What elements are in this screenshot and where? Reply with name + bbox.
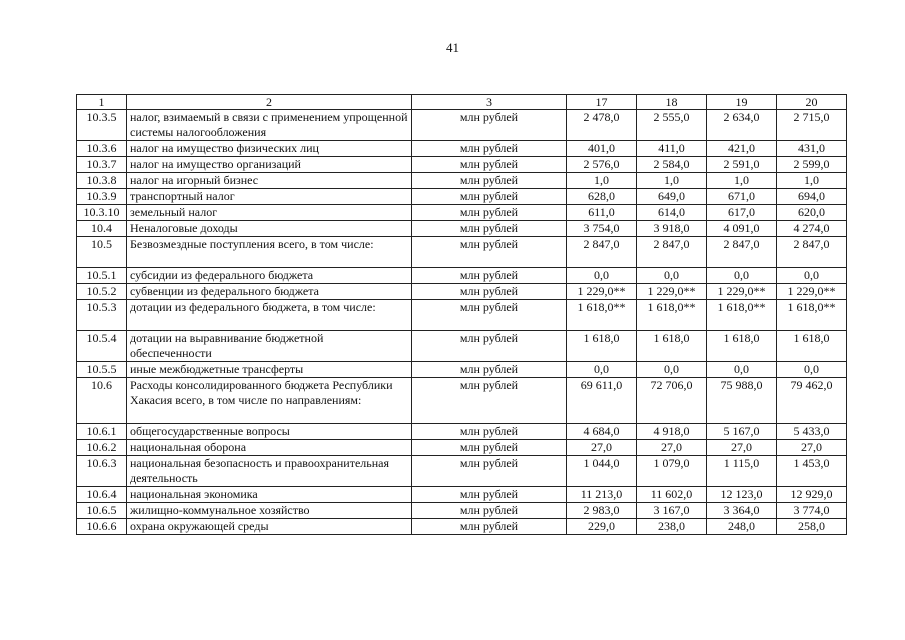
table-row xyxy=(77,268,847,284)
row-code: 10.3.10 xyxy=(77,205,127,221)
row-unit: млн рублей xyxy=(412,362,567,378)
row-name: налог, взимаемый в связи с применением упрощенной системы налогообложения xyxy=(127,110,412,141)
row-value: 2 847,0 xyxy=(707,237,777,268)
row-value: 421,0 xyxy=(707,141,777,157)
row-value: 5 167,0 xyxy=(707,424,777,440)
row-value: 628,0 xyxy=(567,189,637,205)
row-code: 10.3.8 xyxy=(77,173,127,189)
row-name: дотации на выравнивание бюджетной обеспеченности xyxy=(127,331,412,362)
row-value: 1 044,0 xyxy=(567,456,637,487)
row-name: жилищно-коммунальное хозяйство xyxy=(127,503,412,519)
row-value: 611,0 xyxy=(567,205,637,221)
row-value: 1 453,0 xyxy=(777,456,847,487)
row-value: 620,0 xyxy=(777,205,847,221)
row-value: 27,0 xyxy=(777,440,847,456)
row-unit: млн рублей xyxy=(412,424,567,440)
row-value: 2 584,0 xyxy=(637,157,707,173)
row-value: 4 684,0 xyxy=(567,424,637,440)
row-unit: млн рублей xyxy=(412,221,567,237)
row-value: 11 213,0 xyxy=(567,487,637,503)
column-header: 3 xyxy=(412,95,567,110)
row-value: 229,0 xyxy=(567,519,637,535)
row-value: 72 706,0 xyxy=(637,378,707,424)
row-value: 1 618,0** xyxy=(637,300,707,331)
row-name: дотации из федерального бюджета, в том числе: xyxy=(127,300,412,331)
row-code: 10.6.5 xyxy=(77,503,127,519)
row-value: 2 847,0 xyxy=(637,237,707,268)
row-value: 3 364,0 xyxy=(707,503,777,519)
table-row xyxy=(77,487,847,503)
row-value: 0,0 xyxy=(637,362,707,378)
row-name: транспортный налог xyxy=(127,189,412,205)
row-name: иные межбюджетные трансферты xyxy=(127,362,412,378)
row-value: 11 602,0 xyxy=(637,487,707,503)
row-value: 614,0 xyxy=(637,205,707,221)
row-name: налог на имущество организаций xyxy=(127,157,412,173)
row-code: 10.5.1 xyxy=(77,268,127,284)
row-value: 1,0 xyxy=(777,173,847,189)
row-value: 649,0 xyxy=(637,189,707,205)
row-value: 1 618,0** xyxy=(707,300,777,331)
row-code: 10.5.4 xyxy=(77,331,127,362)
row-value: 0,0 xyxy=(777,362,847,378)
row-unit: млн рублей xyxy=(412,331,567,362)
row-value: 69 611,0 xyxy=(567,378,637,424)
row-unit: млн рублей xyxy=(412,237,567,268)
row-name: налог на игорный бизнес xyxy=(127,173,412,189)
table-row xyxy=(77,378,847,424)
budget-table xyxy=(76,94,847,535)
row-value: 1 115,0 xyxy=(707,456,777,487)
column-header: 17 xyxy=(567,95,637,110)
row-unit: млн рублей xyxy=(412,268,567,284)
row-code: 10.5 xyxy=(77,237,127,268)
row-value: 3 754,0 xyxy=(567,221,637,237)
row-value: 1,0 xyxy=(567,173,637,189)
row-value: 2 715,0 xyxy=(777,110,847,141)
row-value: 2 983,0 xyxy=(567,503,637,519)
row-value: 0,0 xyxy=(777,268,847,284)
row-value: 431,0 xyxy=(777,141,847,157)
page-number: 41 xyxy=(446,40,459,55)
row-unit: млн рублей xyxy=(412,487,567,503)
row-code: 10.5.3 xyxy=(77,300,127,331)
row-value: 79 462,0 xyxy=(777,378,847,424)
table-row xyxy=(77,157,847,173)
row-name: национальная оборона xyxy=(127,440,412,456)
row-value: 1 618,0 xyxy=(777,331,847,362)
row-unit: млн рублей xyxy=(412,173,567,189)
row-value: 12 929,0 xyxy=(777,487,847,503)
table-row xyxy=(77,141,847,157)
row-code: 10.3.9 xyxy=(77,189,127,205)
row-value: 0,0 xyxy=(567,268,637,284)
row-name: субвенции из федерального бюджета xyxy=(127,284,412,300)
row-unit: млн рублей xyxy=(412,110,567,141)
row-value: 2 599,0 xyxy=(777,157,847,173)
row-name: налог на имущество физических лиц xyxy=(127,141,412,157)
row-unit: млн рублей xyxy=(412,456,567,487)
row-value: 694,0 xyxy=(777,189,847,205)
row-unit: млн рублей xyxy=(412,378,567,424)
row-value: 2 634,0 xyxy=(707,110,777,141)
table-row xyxy=(77,221,847,237)
row-code: 10.5.5 xyxy=(77,362,127,378)
row-code: 10.3.6 xyxy=(77,141,127,157)
row-value: 0,0 xyxy=(707,268,777,284)
row-unit: млн рублей xyxy=(412,440,567,456)
table-row xyxy=(77,362,847,378)
row-value: 238,0 xyxy=(637,519,707,535)
row-value: 27,0 xyxy=(637,440,707,456)
row-value: 27,0 xyxy=(567,440,637,456)
row-name: общегосударственные вопросы xyxy=(127,424,412,440)
row-value: 3 918,0 xyxy=(637,221,707,237)
row-name: земельный налог xyxy=(127,205,412,221)
row-value: 1,0 xyxy=(637,173,707,189)
table-row xyxy=(77,173,847,189)
row-code: 10.6.3 xyxy=(77,456,127,487)
row-code: 10.6.2 xyxy=(77,440,127,456)
row-code: 10.5.2 xyxy=(77,284,127,300)
row-value: 75 988,0 xyxy=(707,378,777,424)
table-row xyxy=(77,205,847,221)
table-row xyxy=(77,110,847,141)
row-value: 1 618,0 xyxy=(707,331,777,362)
row-value: 671,0 xyxy=(707,189,777,205)
row-value: 0,0 xyxy=(637,268,707,284)
column-header: 19 xyxy=(707,95,777,110)
row-unit: млн рублей xyxy=(412,519,567,535)
row-value: 411,0 xyxy=(637,141,707,157)
column-header: 18 xyxy=(637,95,707,110)
row-code: 10.6 xyxy=(77,378,127,424)
row-unit: млн рублей xyxy=(412,157,567,173)
row-value: 258,0 xyxy=(777,519,847,535)
table-row xyxy=(77,456,847,487)
row-value: 1 229,0** xyxy=(707,284,777,300)
row-name: Безвозмездные поступления всего, в том числе: xyxy=(127,237,412,268)
row-unit: млн рублей xyxy=(412,284,567,300)
row-value: 2 591,0 xyxy=(707,157,777,173)
row-unit: млн рублей xyxy=(412,300,567,331)
row-name: национальная экономика xyxy=(127,487,412,503)
table-row xyxy=(77,503,847,519)
row-value: 2 555,0 xyxy=(637,110,707,141)
row-value: 1 229,0** xyxy=(637,284,707,300)
row-code: 10.3.7 xyxy=(77,157,127,173)
table-row xyxy=(77,331,847,362)
row-name: субсидии из федерального бюджета xyxy=(127,268,412,284)
row-value: 27,0 xyxy=(707,440,777,456)
row-value: 2 478,0 xyxy=(567,110,637,141)
row-value: 617,0 xyxy=(707,205,777,221)
row-value: 12 123,0 xyxy=(707,487,777,503)
row-name: национальная безопасность и правоохранительная деятельность xyxy=(127,456,412,487)
table-row xyxy=(77,189,847,205)
row-value: 5 433,0 xyxy=(777,424,847,440)
row-value: 4 091,0 xyxy=(707,221,777,237)
row-value: 3 774,0 xyxy=(777,503,847,519)
row-value: 1 618,0 xyxy=(637,331,707,362)
row-value: 1 079,0 xyxy=(637,456,707,487)
row-value: 401,0 xyxy=(567,141,637,157)
column-header: 1 xyxy=(77,95,127,110)
row-value: 4 274,0 xyxy=(777,221,847,237)
row-value: 1 229,0** xyxy=(777,284,847,300)
row-value: 248,0 xyxy=(707,519,777,535)
table-row xyxy=(77,440,847,456)
row-name: Неналоговые доходы xyxy=(127,221,412,237)
row-code: 10.6.1 xyxy=(77,424,127,440)
row-value: 2 576,0 xyxy=(567,157,637,173)
column-header: 20 xyxy=(777,95,847,110)
row-value: 2 847,0 xyxy=(567,237,637,268)
row-name: охрана окружающей среды xyxy=(127,519,412,535)
row-value: 0,0 xyxy=(567,362,637,378)
table-header-row xyxy=(77,95,847,110)
table-row xyxy=(77,237,847,268)
table-row xyxy=(77,284,847,300)
row-value: 1 229,0** xyxy=(567,284,637,300)
row-value: 0,0 xyxy=(707,362,777,378)
table-row xyxy=(77,300,847,331)
row-code: 10.4 xyxy=(77,221,127,237)
row-value: 2 847,0 xyxy=(777,237,847,268)
row-code: 10.6.4 xyxy=(77,487,127,503)
row-code: 10.3.5 xyxy=(77,110,127,141)
row-value: 1 618,0** xyxy=(777,300,847,331)
table-row xyxy=(77,519,847,535)
row-name: Расходы консолидированного бюджета Республики Хакасия всего, в том числе по направлениям: xyxy=(127,378,412,424)
row-value: 1 618,0 xyxy=(567,331,637,362)
row-value: 4 918,0 xyxy=(637,424,707,440)
row-unit: млн рублей xyxy=(412,141,567,157)
row-code: 10.6.6 xyxy=(77,519,127,535)
row-unit: млн рублей xyxy=(412,189,567,205)
row-value: 3 167,0 xyxy=(637,503,707,519)
column-header: 2 xyxy=(127,95,412,110)
table-row xyxy=(77,424,847,440)
row-value: 1,0 xyxy=(707,173,777,189)
row-unit: млн рублей xyxy=(412,503,567,519)
row-unit: млн рублей xyxy=(412,205,567,221)
row-value: 1 618,0** xyxy=(567,300,637,331)
